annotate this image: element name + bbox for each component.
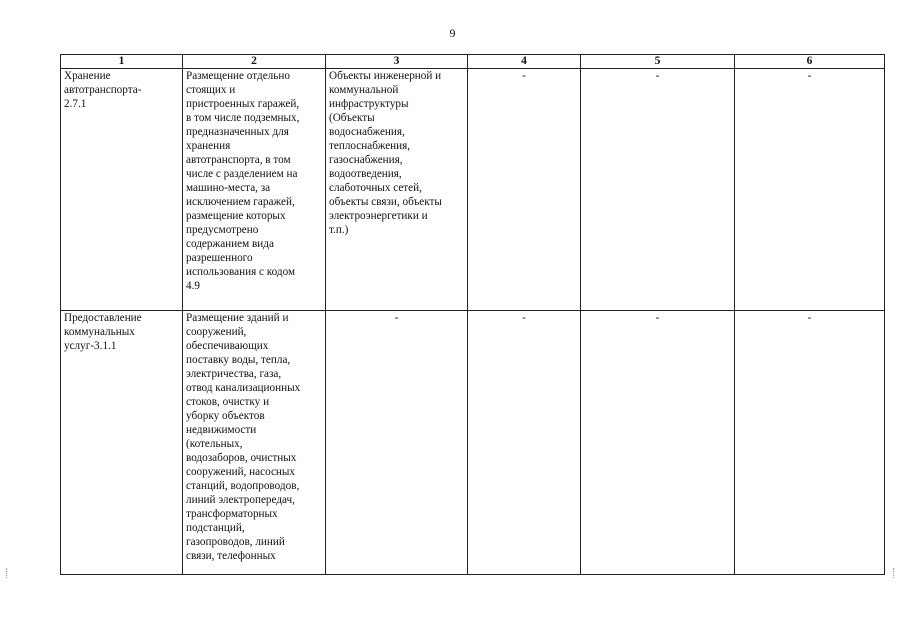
header-col-2: 2 [183, 55, 326, 69]
table-row [61, 311, 885, 575]
cell-description: Размещение отдельно стоящих и пристроенных гаражей, в том числе подземных, предназначенных для хранения автотранспорта, в том числе с разделением на машино-места, за исключением гаражей, размещение которых предусмотрено содержанием вида разрешенного использования с кодом 4.9 [183, 69, 326, 311]
table-header-row [61, 55, 885, 69]
header-col-3: 3 [326, 55, 468, 69]
cell-col-5: - [581, 69, 735, 311]
cell-col-4: - [468, 311, 581, 575]
cell-col-6: - [735, 69, 885, 311]
table-row [61, 69, 885, 311]
page-number: 9 [449, 26, 456, 40]
cell-use-type: Хранение автотранспорта- 2.7.1 [61, 69, 183, 311]
cell-use-type: Предоставление коммунальных услуг-3.1.1 [61, 311, 183, 575]
header-col-1: 1 [61, 55, 183, 69]
header-col-4: 4 [468, 55, 581, 69]
cell-col-4: - [468, 69, 581, 311]
cell-col-3: Объекты инженерной и коммунальной инфраструктуры (Объекты водоснабжения, теплоснабжения, газоснабжения, водоотведения, слаботочных сетей, объекты связи, объекты электроэнергетики и т.п.) [326, 69, 468, 311]
cell-description: Размещение зданий и сооружений, обеспечивающих поставку воды, тепла, электричества, газа, отвод канализационных стоков, очистку и уборку объектов недвижимости (котельных, водозаборов, очистных сооружений, насосных станций, водопроводов, линий электропередач, трансформаторных подстанций, газопроводов, линий связи, телефонных [183, 311, 326, 575]
land-use-table [60, 54, 885, 575]
cell-col-3: - [326, 311, 468, 575]
left-margin-mark [6, 568, 9, 578]
header-col-5: 5 [581, 55, 735, 69]
cell-col-6: - [735, 311, 885, 575]
cell-col-5: - [581, 311, 735, 575]
header-col-6: 6 [735, 55, 885, 69]
right-margin-mark [893, 568, 896, 578]
